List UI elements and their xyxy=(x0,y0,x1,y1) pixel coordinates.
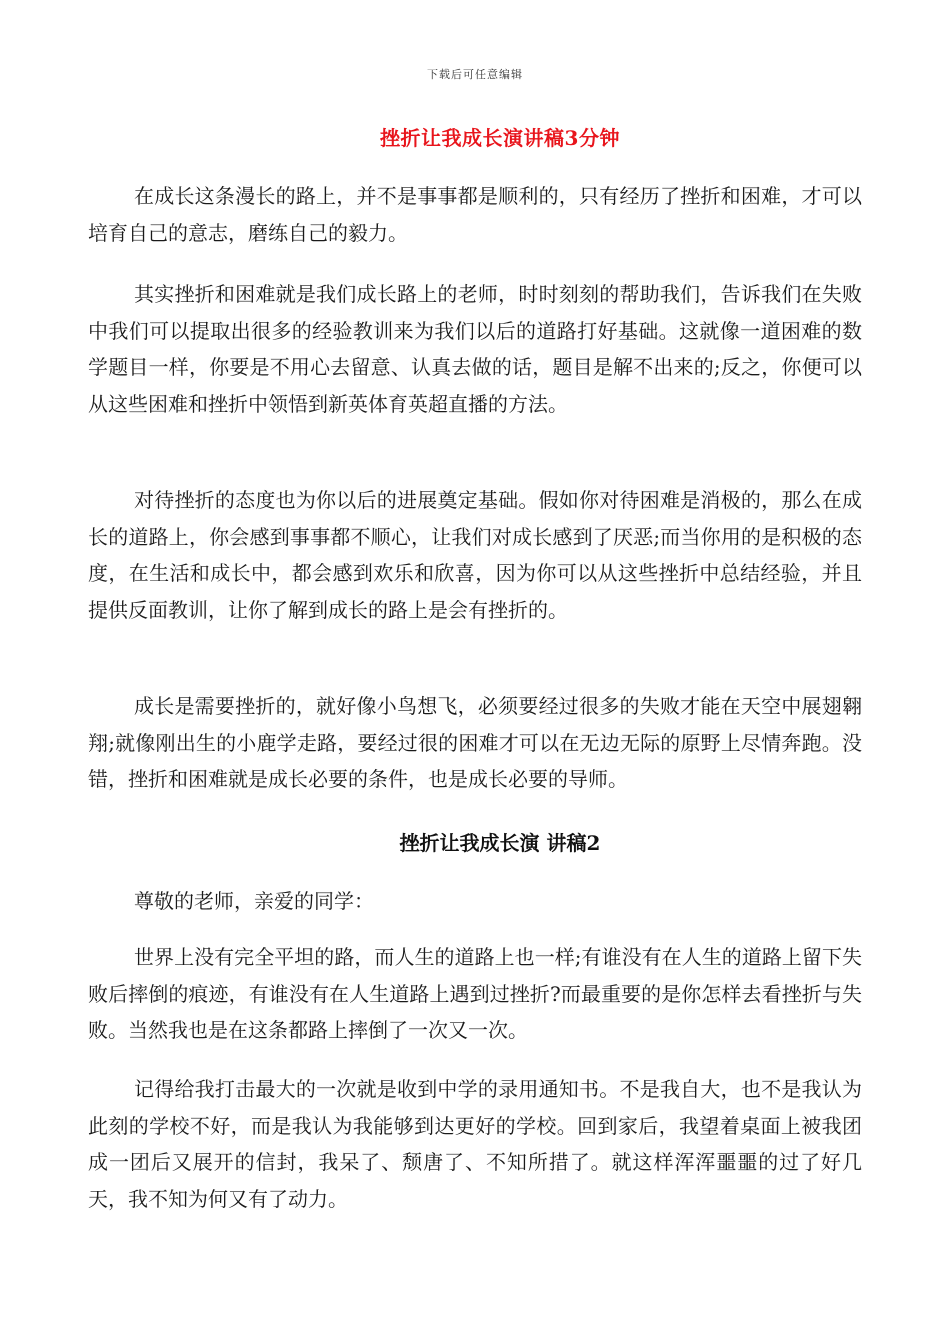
paragraph: 对待挫折的态度也为你以后的进展奠定基础。假如你对待困难是消极的，那么在成长的道路上，你会感到事事都不顺心，让我们对成长感到了厌恶;而当你用的是积极的态度，在生活和成长中，都会感到欢乐和欣喜，因为你可以从这些挫折中总结经验，并且提供反面教训，让你了解到成长的路上是会有挫折的。 xyxy=(88,488,862,622)
greeting-paragraph: 尊敬的老师，亲爱的同学： xyxy=(134,889,374,913)
paragraph: 在成长这条漫长的路上，并不是事事都是顺利的，只有经历了挫折和困难，才可以培育自己的意志，磨练自己的毅力。 xyxy=(88,184,862,245)
paragraph: 世界上没有完全平坦的路，而人生的道路上也一样;有谁没有在人生的道路上留下失败后摔倒的痕迹，有谁没有在人生道路上遇到过挫折?而最重要的是你怎样去看挫折与失败。当然我也是在这条都路上摔倒了一次又一次。 xyxy=(88,945,862,1042)
main-title: 挫折让我成长演讲稿3分钟 xyxy=(380,126,620,150)
paragraph: 记得给我打击最大的一次就是收到中学的录用通知书。不是我自大，也不是我认为此刻的学校不好，而是我认为我能够到达更好的学校。回到家后，我望着桌面上被我团成一团后又展开的信封，我呆了、颓唐了、不知所措了。就这样浑浑噩噩的过了好几天，我不知为何又有了动力。 xyxy=(88,1077,862,1211)
section-title: 挫折让我成长演 讲稿2 xyxy=(399,831,601,855)
header-note: 下载后可任意编辑 xyxy=(427,68,523,81)
paragraph: 其实挫折和困难就是我们成长路上的老师，时时刻刻的帮助我们，告诉我们在失败中我们可以提取出很多的经验教训来为我们以后的道路打好基础。这就像一道困难的数学题目一样，你要是不用心去留意、认真去做的话，题目是解不出来的;反之，你便可以从这些困难和挫折中领悟到新英体育英超直播的方法。 xyxy=(88,282,862,416)
paragraph: 成长是需要挫折的，就好像小鸟想飞，必须要经过很多的失败才能在天空中展翅翱翔;就像刚出生的小鹿学走路，要经过很的困难才可以在无边无际的原野上尽情奔跑。没错，挫折和困难就是成长必要的条件，也是成长必要的导师。 xyxy=(88,694,862,791)
